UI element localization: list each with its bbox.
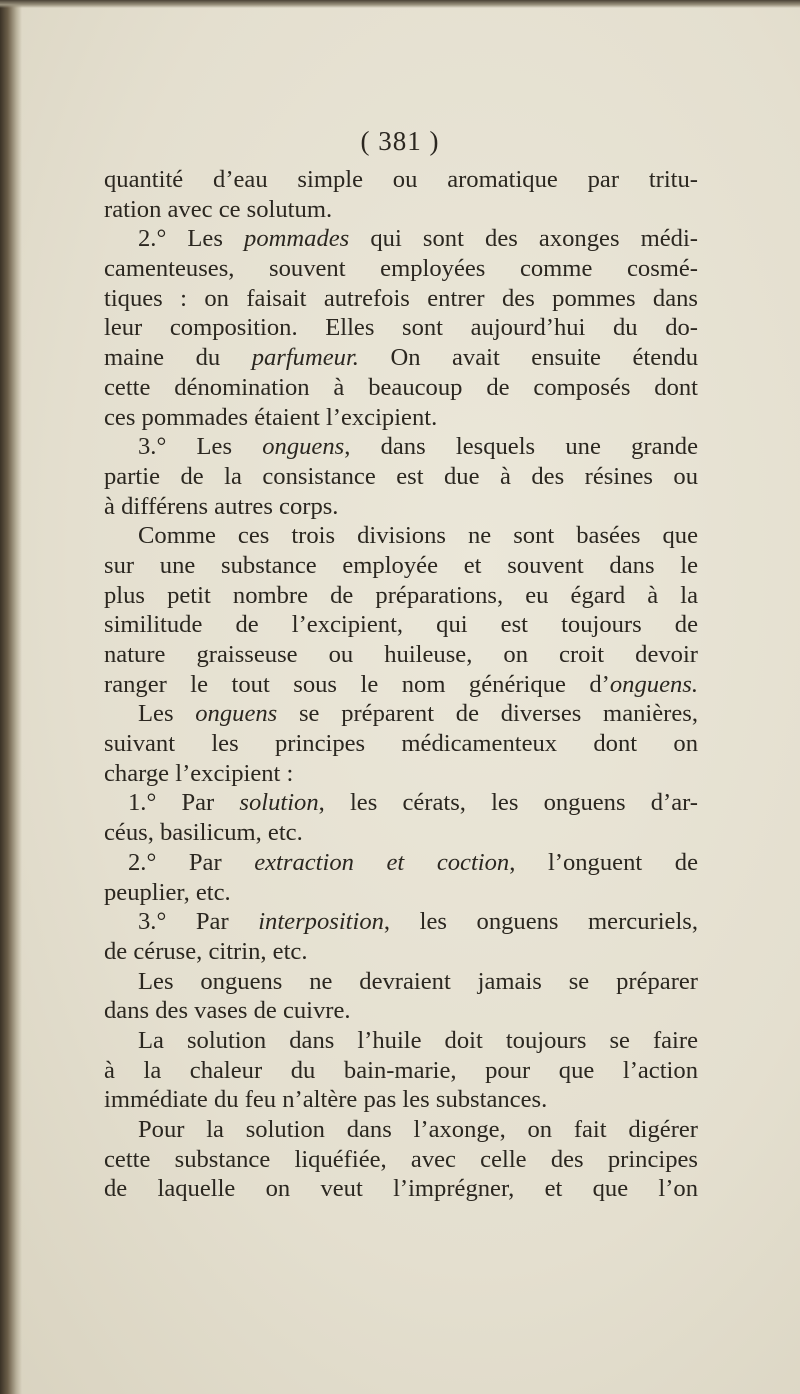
text-line xyxy=(104,165,698,195)
page-number: ( 381 ) xyxy=(360,126,440,156)
text-line xyxy=(104,195,698,225)
text-run: se préparent de diverses manières, xyxy=(277,700,698,728)
text-run: ration avec ce solutum. xyxy=(104,195,333,223)
body-text xyxy=(104,165,698,1204)
text-run: Pour la solution dans l’axonge, on fait digérer xyxy=(138,1116,698,1143)
text-line xyxy=(104,818,698,848)
text-line xyxy=(104,1085,698,1115)
text-line xyxy=(104,1174,698,1204)
text-run: qui sont des axonges médi- xyxy=(349,225,698,253)
text-run: plus petit nombre de préparations, eu égard à la xyxy=(104,581,698,609)
text-line xyxy=(104,907,698,937)
text-run: à différens autres corps. xyxy=(104,492,339,520)
text-run: similitude de l’excipient, qui est toujours de xyxy=(104,611,698,639)
text-run: dans des vases de cuivre. xyxy=(104,997,351,1025)
text-line xyxy=(104,462,698,492)
text-line xyxy=(104,313,698,343)
text-run: de laquelle on veut l’imprégner, et que l’on xyxy=(104,1175,698,1203)
italic-text: parfumeur. xyxy=(251,344,359,372)
text-line xyxy=(104,1145,698,1175)
text-line xyxy=(104,848,698,878)
text-run: charge l’excipient : xyxy=(104,759,294,787)
italic-text: onguens. xyxy=(609,670,698,698)
text-line xyxy=(104,1056,698,1086)
text-line xyxy=(104,492,698,522)
text-run: sur une substance employée et souvent dans le xyxy=(104,551,698,579)
text-line xyxy=(104,1115,698,1145)
text-line xyxy=(104,878,698,908)
text-line xyxy=(104,284,698,314)
text-run: quantité d’eau simple ou aromatique par tritu- xyxy=(104,166,698,193)
italic-text: onguens xyxy=(262,433,345,461)
text-run: de céruse, citrin, etc. xyxy=(104,937,308,965)
text-run: , les cérats, les onguens d’ar- xyxy=(318,789,698,817)
text-line xyxy=(104,610,698,640)
text-line xyxy=(104,254,698,284)
text-run: ces pommades étaient l’excipient. xyxy=(104,403,438,431)
text-run: , les onguens mercuriels, xyxy=(383,908,698,936)
text-run: On avait ensuite étendu xyxy=(358,344,699,372)
text-run: 3.° Par xyxy=(138,908,259,936)
text-line xyxy=(104,640,698,670)
text-line xyxy=(104,699,698,729)
text-run: partie de la consistance est due à des résines ou xyxy=(104,462,698,490)
text-line xyxy=(104,729,698,759)
text-run: La solution dans l’huile doit toujours se faire xyxy=(138,1026,698,1054)
page-top-edge xyxy=(0,0,800,8)
text-run: nature graisseuse ou huileuse, on croit devoir xyxy=(104,641,698,668)
text-run: tiques : on faisait autrefois entrer des pommes dans xyxy=(104,284,698,312)
text-line xyxy=(104,670,698,700)
text-line xyxy=(104,224,698,254)
text-run: Les onguens ne devraient jamais se préparer xyxy=(138,967,698,995)
text-line xyxy=(104,788,698,818)
italic-text: extraction et coction xyxy=(254,848,510,876)
text-run: peuplier, etc. xyxy=(104,878,231,906)
text-run: cette substance liquéfiée, avec celle des principes xyxy=(104,1145,698,1173)
text-line xyxy=(104,373,698,403)
italic-text: onguens xyxy=(195,700,278,728)
text-run: Comme ces trois divisions ne sont basées que xyxy=(138,522,698,550)
text-line xyxy=(104,996,698,1026)
text-run: 2.° Par xyxy=(128,848,255,876)
text-run: , dans lesquels une grande xyxy=(344,433,698,461)
text-run: 3.° Les xyxy=(138,433,263,461)
text-run: cette dénomination à beaucoup de composés dont xyxy=(104,373,698,401)
text-line xyxy=(104,937,698,967)
text-line xyxy=(104,967,698,997)
text-run: leur composition. Elles sont aujourd’hui du do- xyxy=(104,314,698,342)
text-run: immédiate du feu n’altère pas les substances. xyxy=(104,1086,548,1114)
italic-text: pommades xyxy=(244,225,350,253)
text-run: céus, basilicum, etc. xyxy=(104,819,303,847)
text-line xyxy=(104,581,698,611)
text-line xyxy=(104,343,698,373)
text-line xyxy=(104,521,698,551)
text-run: , l’onguent de xyxy=(509,848,698,876)
text-run: camenteuses, souvent employées comme cosmé- xyxy=(104,255,698,283)
italic-text: interposition xyxy=(258,908,384,936)
text-line xyxy=(104,759,698,789)
text-run: 2.° Les xyxy=(138,225,245,253)
italic-text: solution xyxy=(239,789,319,817)
book-spine xyxy=(0,0,22,1394)
text-run: 1.° Par xyxy=(128,789,240,817)
text-run: suivant les principes médicamenteux dont on xyxy=(104,730,698,758)
text-run: Les xyxy=(138,700,196,728)
text-run: ranger le tout sous le nom générique d’ xyxy=(104,670,610,698)
text-line xyxy=(104,432,698,462)
text-line xyxy=(104,551,698,581)
text-run: maine du xyxy=(104,344,252,372)
text-line xyxy=(104,403,698,433)
text-run: à la chaleur du bain-marie, pour que l’action xyxy=(104,1056,698,1084)
text-line xyxy=(104,1026,698,1056)
